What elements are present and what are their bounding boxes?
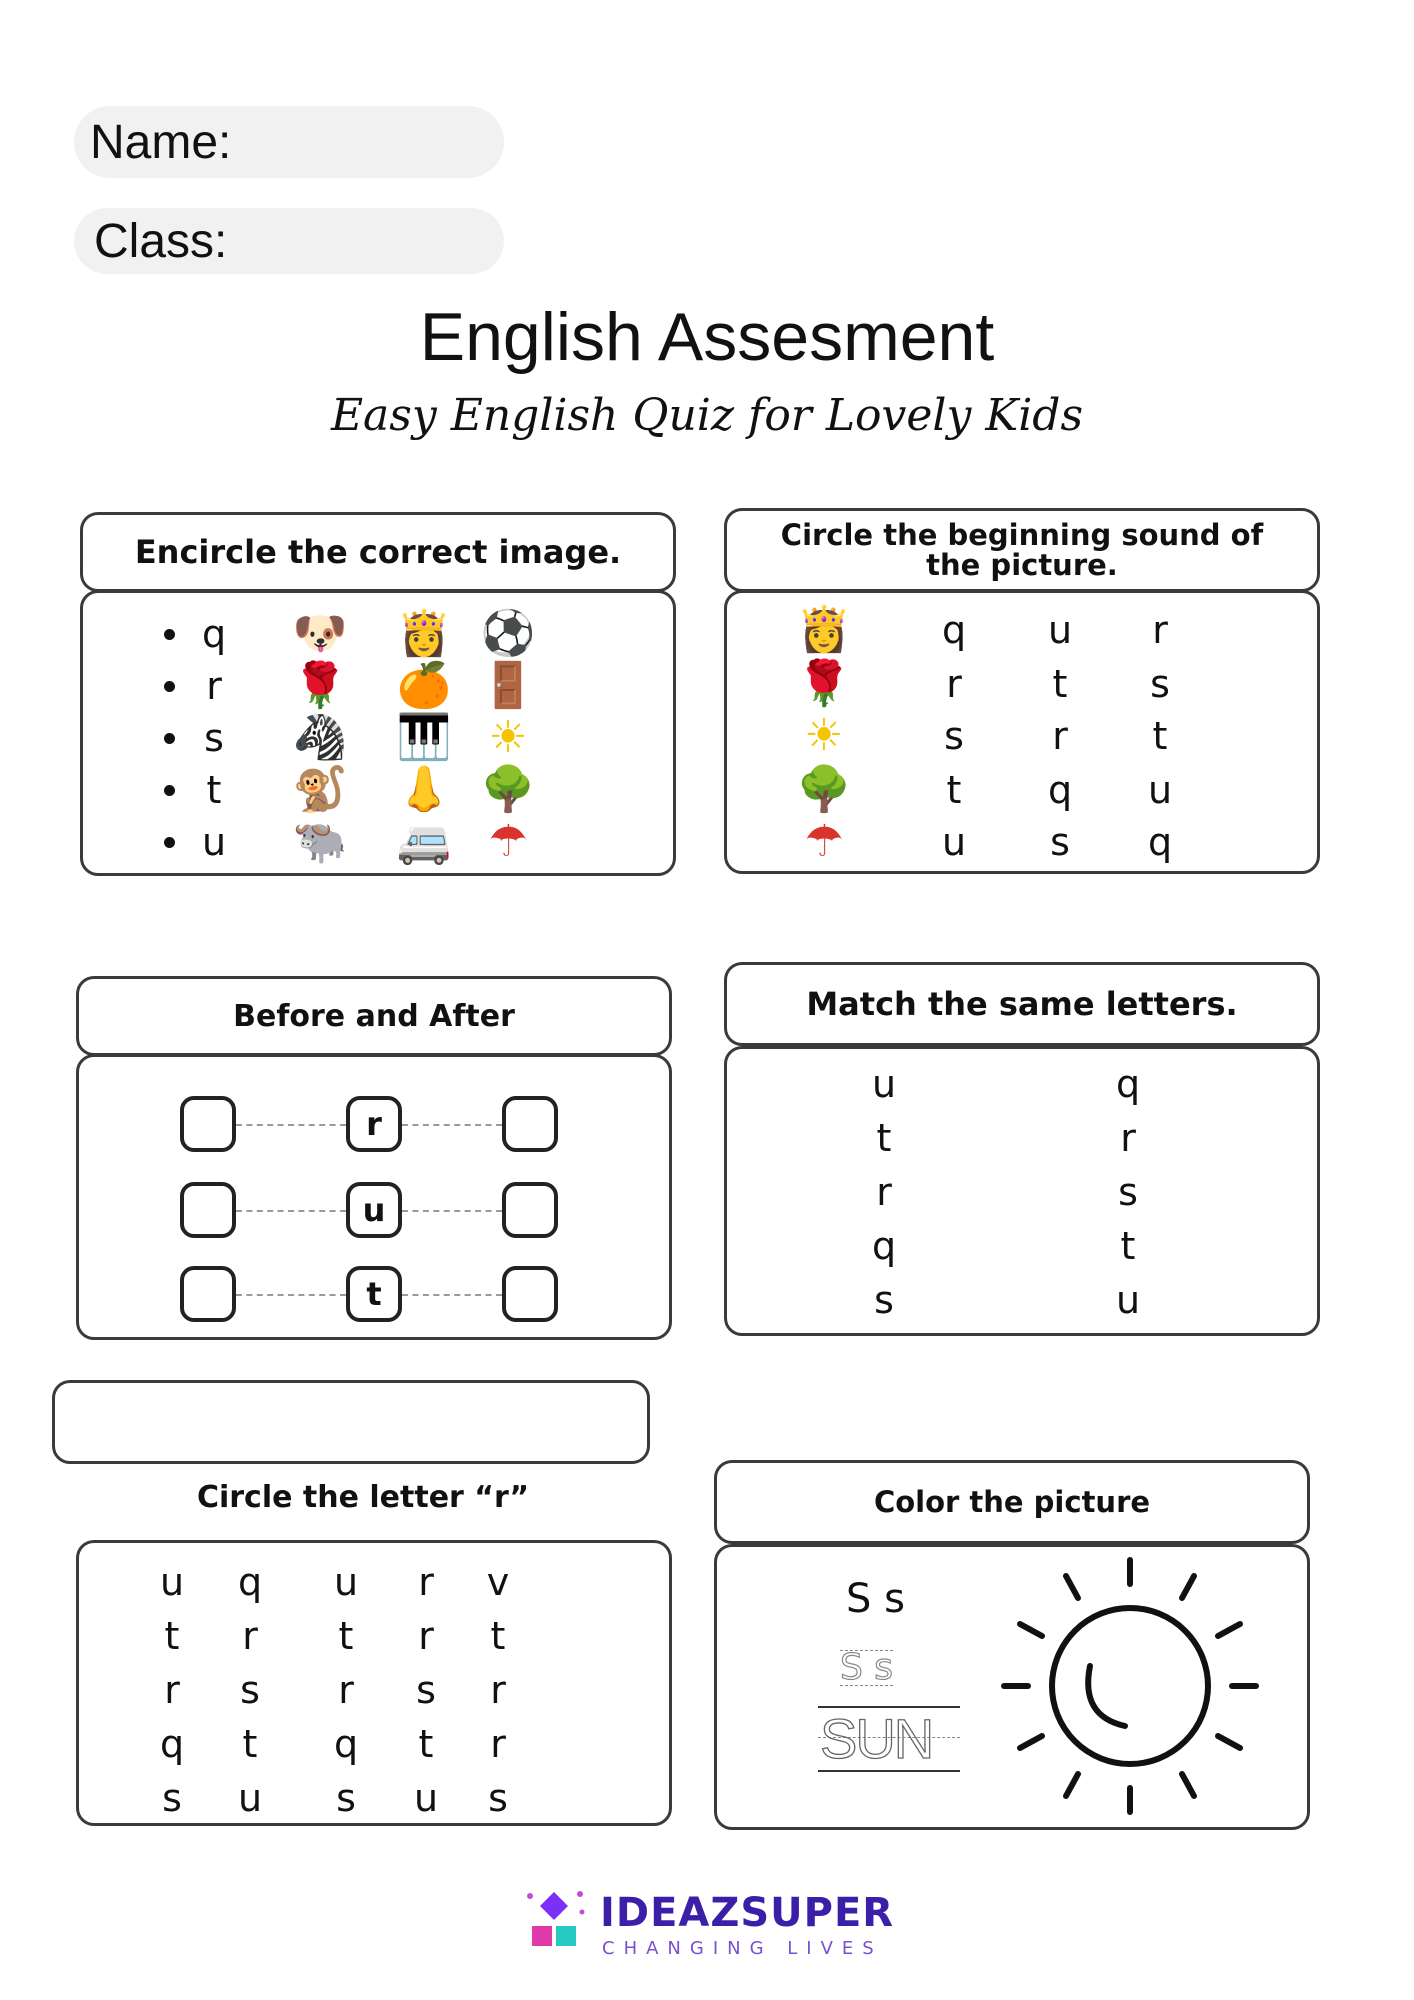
rose-icon[interactable]: 🌹	[292, 660, 348, 711]
zebra-icon[interactable]: 🦓	[292, 712, 348, 763]
trace-pair: S s	[840, 1647, 894, 1688]
class-label: Class:	[94, 214, 228, 268]
encircle-heading: Encircle the correct image.	[134, 533, 622, 571]
letter-option[interactable]: t	[164, 1614, 180, 1658]
letter-option[interactable]: r	[242, 1614, 258, 1658]
logo-mark	[520, 1886, 590, 1952]
letter-option[interactable]: r	[490, 1722, 506, 1766]
match-box	[724, 1046, 1320, 1336]
letter-option[interactable]: s	[488, 1776, 508, 1820]
answer-option[interactable]: r	[1052, 714, 1068, 758]
letter-option[interactable]: r	[164, 1668, 180, 1712]
letter-option[interactable]: q	[333, 1722, 359, 1766]
answer-option[interactable]: s	[1150, 662, 1170, 706]
answer-option[interactable]: t	[1052, 662, 1068, 706]
before-after-heading: Before and After	[233, 998, 515, 1034]
logo-tagline: CHANGING LIVES	[602, 1938, 883, 1959]
queen-icon[interactable]: 👸	[796, 604, 852, 655]
umbrella-icon[interactable]: ☂	[804, 816, 844, 867]
letter-option[interactable]: u	[413, 1776, 439, 1820]
match-left-letter[interactable]: t	[876, 1116, 892, 1160]
answer-option[interactable]: q	[941, 608, 967, 652]
letter-option[interactable]: r	[338, 1668, 354, 1712]
after-letter-box[interactable]	[502, 1182, 558, 1238]
answer-option[interactable]: u	[1147, 768, 1173, 812]
letter-label: s	[204, 716, 224, 760]
connector-line	[402, 1294, 502, 1296]
xylophone-icon[interactable]: 🎹	[396, 712, 452, 763]
connector-line	[236, 1294, 346, 1296]
name-label: Name:	[90, 115, 232, 169]
match-left-letter[interactable]: s	[874, 1278, 894, 1322]
middle-letter-box: u	[346, 1182, 402, 1238]
logo-name: IDEAZSUPER	[600, 1890, 895, 1936]
letter-label: r	[206, 664, 222, 708]
letter-label: t	[206, 768, 222, 812]
match-right-letter[interactable]: u	[1115, 1278, 1141, 1322]
beginning-heading-box	[724, 508, 1320, 592]
letter-option[interactable]: s	[240, 1668, 260, 1712]
answer-option[interactable]: r	[1152, 608, 1168, 652]
match-right-letter[interactable]: t	[1120, 1224, 1136, 1268]
letter-label: q	[201, 612, 227, 656]
letter-option[interactable]: q	[159, 1722, 185, 1766]
before-after-heading-box	[76, 976, 672, 1056]
sun-drawing[interactable]	[990, 1548, 1270, 1826]
before-letter-box[interactable]	[180, 1266, 236, 1322]
monkey-icon[interactable]: 🐒	[292, 764, 348, 815]
van-icon[interactable]: 🚐	[396, 816, 452, 867]
circle-r-heading: Circle the letter “r”	[196, 1480, 530, 1515]
letter-option[interactable]: u	[237, 1776, 263, 1820]
sun-icon[interactable]: ☀	[488, 712, 528, 763]
answer-option[interactable]: u	[941, 820, 967, 864]
tree-icon[interactable]: 🌳	[480, 764, 536, 815]
bullet-dot	[164, 733, 175, 744]
match-heading-box	[724, 962, 1320, 1046]
match-right-letter[interactable]: q	[1115, 1062, 1141, 1106]
middle-letter-box: t	[346, 1266, 402, 1322]
puppy-icon[interactable]: 🐶	[292, 608, 348, 659]
bullet-dot	[164, 629, 175, 640]
answer-option[interactable]: t	[946, 768, 962, 812]
yak-icon[interactable]: 🐃	[292, 816, 348, 867]
letter-option[interactable]: q	[237, 1560, 263, 1604]
answer-option[interactable]: r	[946, 662, 962, 706]
blank-box	[52, 1380, 650, 1464]
match-heading: Match the same letters.	[806, 985, 1238, 1023]
letter-option[interactable]: r	[490, 1668, 506, 1712]
letter-option[interactable]: t	[338, 1614, 354, 1658]
bullet-dot	[164, 681, 175, 692]
letter-option[interactable]: t	[418, 1722, 434, 1766]
class-field[interactable]	[74, 208, 504, 274]
after-letter-box[interactable]	[502, 1096, 558, 1152]
answer-option[interactable]: q	[1047, 768, 1073, 812]
page-title: English Assesment	[419, 299, 995, 375]
letter-option[interactable]: t	[242, 1722, 258, 1766]
orange-icon[interactable]: 🍊	[396, 660, 452, 711]
letter-option[interactable]: s	[162, 1776, 182, 1820]
match-right-letter[interactable]: r	[1120, 1116, 1136, 1160]
match-left-letter[interactable]: q	[871, 1224, 897, 1268]
trace-word-text: SUN	[820, 1707, 933, 1770]
letter-option[interactable]: s	[336, 1776, 356, 1820]
color-heading: Color the picture	[873, 1485, 1151, 1519]
letter-option[interactable]: s	[416, 1668, 436, 1712]
answer-option[interactable]: s	[944, 714, 964, 758]
queen-icon[interactable]: 👸	[396, 608, 452, 659]
after-letter-box[interactable]	[502, 1266, 558, 1322]
rose-icon[interactable]: 🌹	[796, 658, 852, 709]
before-letter-box[interactable]	[180, 1182, 236, 1238]
sun-icon[interactable]: ☀	[804, 710, 844, 761]
letter-option[interactable]: t	[490, 1614, 506, 1658]
connector-line	[402, 1124, 502, 1126]
page-subtitle: Easy English Quiz for Lovely Kids	[330, 390, 1084, 441]
before-letter-box[interactable]	[180, 1096, 236, 1152]
door-icon[interactable]: 🚪	[480, 660, 536, 711]
connector-line	[236, 1210, 346, 1212]
match-left-letter[interactable]: r	[876, 1170, 892, 1214]
letter-option[interactable]: u	[333, 1560, 359, 1604]
name-field[interactable]	[74, 106, 504, 178]
letter-option[interactable]: r	[418, 1560, 434, 1604]
answer-option[interactable]: q	[1147, 820, 1173, 864]
trace-word	[818, 1706, 960, 1772]
middle-letter-box: r	[346, 1096, 402, 1152]
match-right-letter[interactable]: s	[1118, 1170, 1138, 1214]
connector-line	[402, 1210, 502, 1212]
letter-label: u	[201, 820, 227, 864]
letter-pair: S s	[846, 1576, 905, 1622]
bullet-dot	[164, 785, 175, 796]
tree-icon[interactable]: 🌳	[796, 764, 852, 815]
answer-option[interactable]: u	[1047, 608, 1073, 652]
bullet-dot	[164, 837, 175, 848]
umbrella-icon[interactable]: ☂	[488, 816, 528, 867]
answer-option[interactable]: s	[1050, 820, 1070, 864]
encircle-heading-box	[80, 512, 676, 592]
letter-option[interactable]: r	[418, 1614, 434, 1658]
ball-icon[interactable]: ⚽	[480, 608, 536, 659]
nose-icon[interactable]: 👃	[396, 764, 452, 815]
letter-option[interactable]: u	[159, 1560, 185, 1604]
answer-option[interactable]: t	[1152, 714, 1168, 758]
match-left-letter[interactable]: u	[871, 1062, 897, 1106]
letter-option[interactable]: v	[486, 1560, 510, 1604]
color-heading-box	[714, 1460, 1310, 1544]
connector-line	[236, 1124, 346, 1126]
beginning-heading: Circle the beginning sound of the picture.	[780, 517, 1264, 582]
